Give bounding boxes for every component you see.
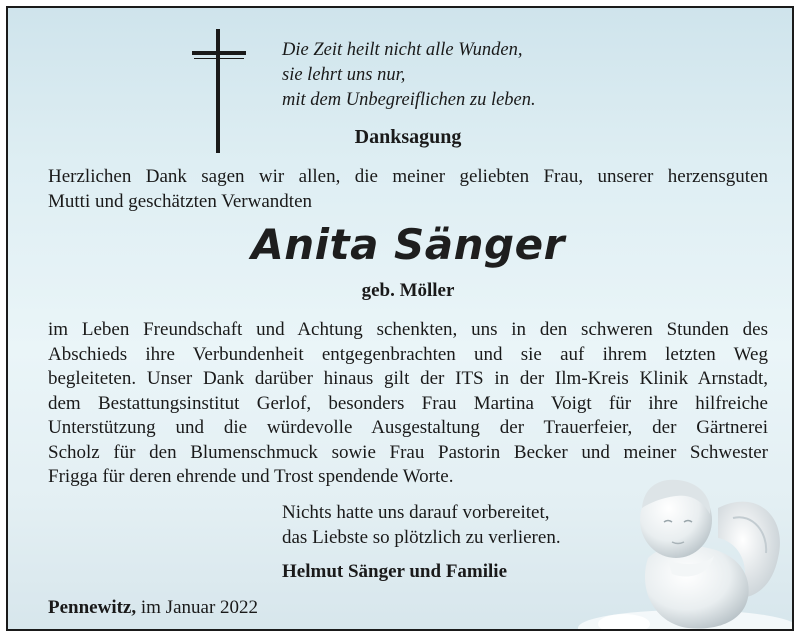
closing-verse [282,500,561,550]
verse [282,38,536,113]
body-line: Frigga für deren ehrende und Trost spendende Worte. [48,466,454,487]
place-date-text: im Januar 2022 [136,597,259,618]
obituary-card [6,6,794,631]
heading: Danksagung [354,126,462,148]
closing-line: Nichts hatte uns darauf vorbereitet, [282,502,550,523]
verse-line: sie lehrt uns nur, [282,65,406,85]
intro-line: Herzlichen Dank sagen wir allen, die meiner geliebten Frau, unserer herzensguten [48,166,768,187]
verse-line: mit dem Unbegreiflichen zu leben. [282,90,536,110]
place-town: Pennewitz, [48,597,137,618]
place-date [48,597,258,619]
body-line: Scholz für den Blumenschmuck sowie Frau Pastorin Becker und meiner Schwester [48,441,768,463]
intro-paragraph [48,165,768,214]
body-line: Unterstützung und die würdevolle Ausgestaltung der Trauerfeier, der Gärtnerei [48,417,768,438]
cross-icon-horizontal [192,51,246,55]
body-line: im Leben Freundschaft und Achtung schenkten, uns in den schweren Stunden des [48,319,768,340]
body-line: Abschieds ihre Verbundenheit entgegenbrachten und sie auf ihrem letzten Weg [48,343,768,365]
signature: Helmut Sänger und Familie [282,561,508,582]
cross-icon-shadow [194,58,244,59]
closing-line: das Liebste so plötzlich zu verlieren. [282,527,561,548]
body-line: begleiteten. Unser Dank darüber hinaus gilt der ITS in der Ilm-Kreis Klinik Arnstadt, [48,368,768,389]
birth-name: geb. Möller [361,280,455,301]
verse-line: Die Zeit heilt nicht alle Wunden, [282,40,523,60]
body-line: dem Bestattungsinstitut Gerlof, besonders Frau Martina Voigt für ihre hilfreiche [48,392,768,414]
angel-figurine-icon [568,448,794,631]
deceased-name: Anita Sänger [251,220,565,269]
intro-line: Mutti und geschätzten Verwandten [48,190,312,212]
